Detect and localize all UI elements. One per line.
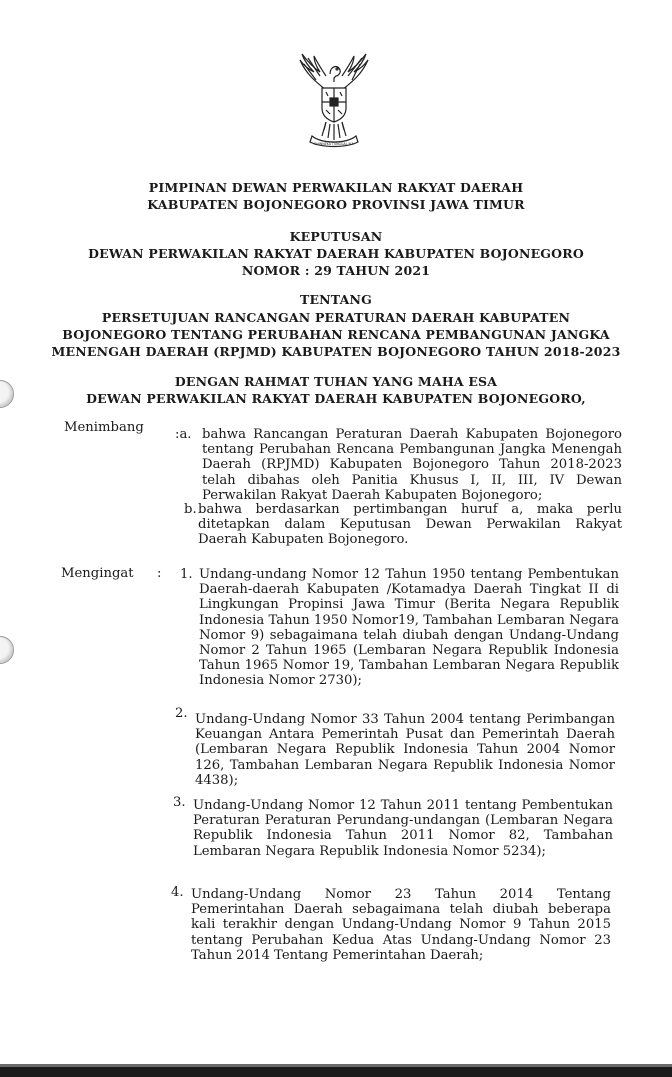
grace-line-2: DEWAN PERWAKILAN RAKYAT DAERAH KABUPATEN BOJONEGORO, — [86, 391, 586, 406]
menimbang-label: Menimbang — [64, 420, 144, 435]
menimbang-b-text: bahwa berdasarkan pertimbangan huruf a, maka perlu ditetapkan dalam Keputusan Dewan Perwakilan Rakyat Daerah Kabupaten Bojonegoro. — [198, 502, 622, 548]
mengingat-item-4-text: Undang-Undang Nomor 23 Tahun 2014 Tentang Pemerintahan Daerah sebagaimana telah diubah beberapa kali terakhir dengan Undang-Undang Nomor 9 Tahun 2015 tentang Perubahan Kedua Atas Undang-Undang Nomor 23 Tahun 2014 Tentang Pemerintahan Daerah; — [191, 887, 611, 963]
grace-line-1: DENGAN RAHMAT TUHAN YANG MAHA ESA — [174, 374, 498, 389]
menimbang-a-text: bahwa Rancangan Peraturan Daerah Kabupaten Bojonegoro tentang Perubahan Rencana Pembangunan Jangka Menengah Daerah (RPJMD) Kabupaten Bojonegoro Tahun 2018-2023 telah dibahas oleh Panitia Khusus I, II, III, IV Dewan Perwakilan Rakyat Daerah Kabupaten Bojonegoro; — [202, 427, 622, 503]
decree-number: NOMOR : 29 TAHUN 2021 — [241, 263, 431, 278]
mengingat-item-3-text: Undang-Undang Nomor 12 Tahun 2011 tentang Pembentukan Peraturan Peraturan Perundang-undangan (Lembaran Negara Republik Indonesia Tahun 2011 Nomor 82, Tambahan Lembaran Negara Republik Indonesia Nomor 5234); — [193, 798, 613, 859]
mengingat-item-2-marker: 2. — [175, 706, 188, 721]
garuda-emblem-icon — [296, 52, 372, 150]
subject-line-1: PERSETUJUAN RANCANGAN PERATURAN DAERAH KABUPATEN — [101, 310, 571, 325]
mengingat-item-4-marker: 4. — [171, 885, 184, 900]
decree-line-1: DEWAN PERWAKILAN RAKYAT DAERAH KABUPATEN BOJONEGORO — [88, 246, 584, 261]
header-line-2: KABUPATEN BOJONEGORO PROVINSI JAWA TIMUR — [147, 197, 525, 212]
mengingat-item-3-marker: 3. — [173, 795, 186, 810]
tentang-heading: TENTANG — [299, 292, 373, 307]
mengingat-colon: : — [157, 566, 162, 581]
mengingat-item-2-text: Undang-Undang Nomor 33 Tahun 2004 tentang Perimbangan Keuangan Antara Pemerintah Pusat dan Pemerintah Daerah (Lembaran Negara Republik Indonesia Tahun 2004 Nomor 126, Tambahan Lembaran Negara Republik Indonesia Nomor 4438); — [195, 712, 615, 788]
menimbang-b-marker: b. — [184, 502, 197, 517]
decree-title: KEPUTUSAN — [289, 229, 383, 244]
punch-hole-bottom — [0, 636, 14, 664]
menimbang-a-marker: :a. — [175, 427, 192, 442]
mengingat-item-1-text: Undang-undang Nomor 12 Tahun 1950 tentang Pembentukan Daerah-daerah Kabupaten /Kotamadya Daerah Tingkat II di Lingkungan Propinsi Jawa Timur (Berita Negara Republik Indonesia Tahun 1950 Nomor19, Tambahan Lembaran Negara Nomor 9) sebagaimana telah diubah dengan Undang-Undang Nomor 2 Tahun 1965 (Lembaran Negara Republik Indonesia Tahun 1965 Nomor 19, Tambahan Lembaran Negara Republik Indonesia Nomor 2730); — [199, 567, 619, 689]
subject-line-2: BOJONEGORO TENTANG PERUBAHAN RENCANA PEMBANGUNAN JANGKA — [62, 327, 610, 342]
header-line-1: PIMPINAN DEWAN PERWAKILAN RAKYAT DAERAH — [148, 180, 524, 195]
mengingat-label: Mengingat — [61, 566, 134, 581]
emblem-motto: BHINNEKA TUNGGAL IKA — [314, 142, 354, 146]
scan-edge — [0, 1067, 672, 1077]
mengingat-item-1-marker: 1. — [180, 567, 193, 582]
subject-line-3: MENENGAH DAERAH (RPJMD) KABUPATEN BOJONEGORO TAHUN 2018-2023 — [51, 344, 621, 359]
